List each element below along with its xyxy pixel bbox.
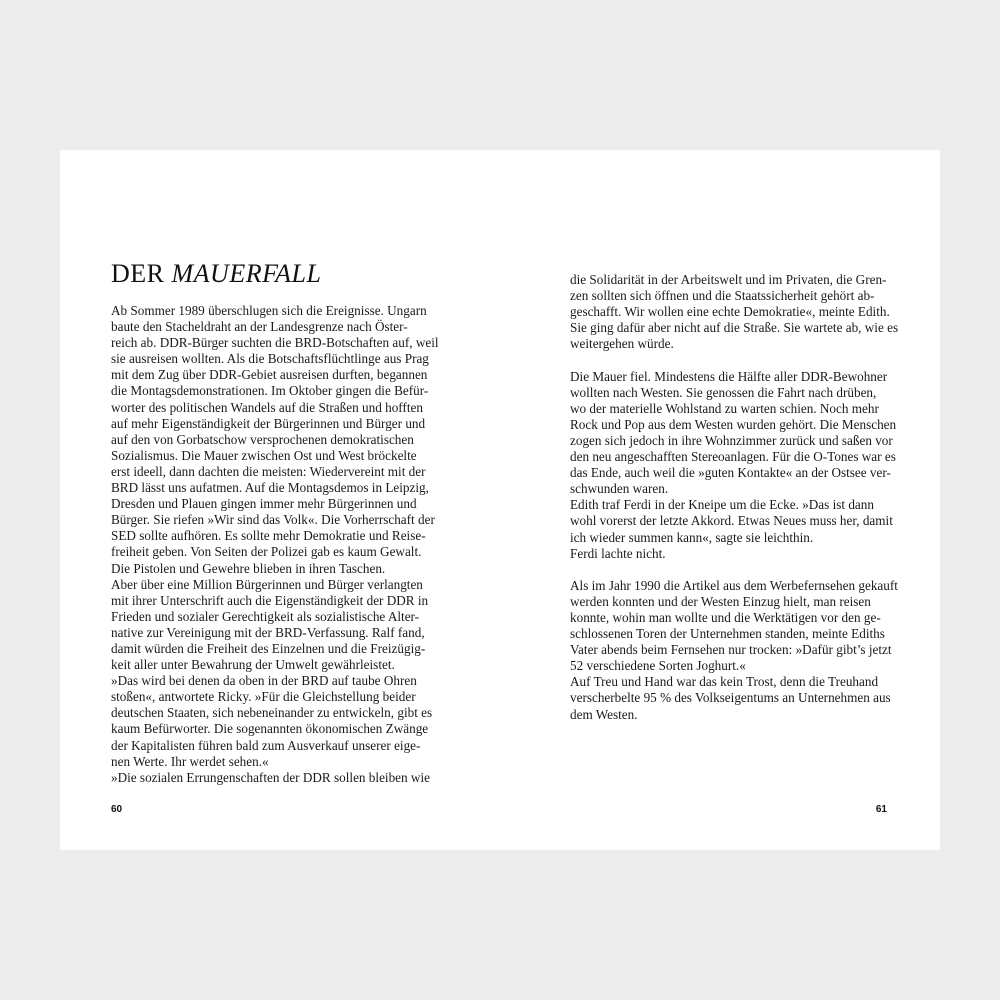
- text-line: Vater abends beim Fernsehen nur trocken: »Dafür gibt’s jetzt: [570, 642, 892, 658]
- text-line: geschafft. Wir wollen eine echte Demokratie«, meinte Edith.: [570, 304, 890, 320]
- text-line: SED sollte aufhören. Es sollte mehr Demokratie und Reise-: [111, 528, 426, 544]
- text-line: Ab Sommer 1989 überschlugen sich die Ereignisse. Ungarn: [111, 303, 427, 318]
- text-line: die Solidarität in der Arbeitswelt und im Privaten, die Gren-: [570, 272, 887, 287]
- text-line: den neu angeschafften Stereoanlagen. Für die O-Tones war es: [570, 449, 896, 465]
- text-line: weitergehen würde.: [570, 336, 674, 352]
- text-line: kaum Befürworter. Die sogenannten ökonomischen Zwänge: [111, 721, 429, 737]
- text-line: wo der materielle Wohlstand zu warten schien. Noch mehr: [570, 400, 879, 416]
- text-line: dem Westen.: [570, 706, 638, 722]
- text-line: Sozialismus. Die Mauer zwischen Ost und West bröckelte: [111, 447, 417, 463]
- text-line: Die Mauer fiel. Mindestens die Hälfte aller DDR-Bewohner: [570, 368, 888, 384]
- text-line: Bürger. Sie riefen »Wir sind das Volk«. Die Vorherrschaft der: [111, 512, 435, 528]
- text-line: verscherbelte 95 % des Volkseigentums an Unternehmen aus: [570, 690, 891, 706]
- left-page: [60, 150, 500, 850]
- text-line: wollten nach Westen. Sie genossen die Fahrt nach drüben,: [570, 384, 877, 400]
- text-line: keit aller unter Bewahrung der Umwelt gewährleistet.: [111, 657, 395, 673]
- text-line: der Kapitalisten führen bald zum Ausverkauf unserer eige-: [111, 737, 421, 753]
- text-line: damit würden die Freiheit des Einzelnen und die Freizügig-: [111, 640, 426, 656]
- page-number-left: 60: [111, 804, 123, 815]
- right-page: [500, 150, 940, 850]
- text-line: reich ab. DDR-Bürger suchten die BRD-Botschaften auf, weil: [111, 335, 439, 351]
- text-line: baute den Stacheldraht an der Landesgrenze nach Öster-: [111, 319, 408, 335]
- text-line: Frieden und sozialer Gerechtigkeit als sozialistische Alter-: [111, 608, 420, 624]
- paragraph-gap: [570, 352, 900, 368]
- text-line: zogen sich jedoch in ihre Wohnzimmer zurück und saßen vor: [570, 432, 893, 448]
- text-line: Auf Treu und Hand war das kein Trost, denn die Treuhand: [570, 674, 879, 690]
- text-line: BRD lässt uns aufatmen. Auf die Montagsdemos in Leipzig,: [111, 480, 429, 496]
- text-line: Rock und Pop aus dem Westen wurden gehört. Die Menschen: [570, 416, 897, 432]
- text-line: wohl vorerst der letzte Akkord. Etwas Neues muss her, damit: [570, 513, 893, 529]
- paragraph-gap: [570, 562, 900, 578]
- chapter-title: [111, 259, 321, 289]
- text-line: auf den von Gorbatschow versprochenen demokratischen: [111, 431, 414, 447]
- text-line: »Die sozialen Errungenschaften der DDR sollen bleiben wie: [111, 769, 430, 785]
- chapter-title-plain: DER: [111, 259, 172, 288]
- text-line: freiheit geben. Von Seiten der Polizei gab es kaum Gewalt.: [111, 544, 422, 560]
- text-line: deutschen Staaten, sich nebeneinander zu entwickeln, gibt es: [111, 705, 433, 721]
- page-number-right: 61: [875, 804, 887, 815]
- text-line: Aber über eine Million Bürgerinnen und Bürger verlangten: [111, 576, 423, 592]
- text-line: mit dem Zug über DDR-Gebiet ausreisen durften, begannen: [111, 367, 428, 383]
- text-line: die Montagsdemonstrationen. Im Oktober gingen die Befür-: [111, 383, 429, 399]
- text-line: schlossenen Toren der Unternehmen standen, meinte Ediths: [570, 626, 885, 642]
- text-line: das Ende, auch weil die »guten Kontakte« an der Ostsee ver-: [570, 465, 891, 481]
- text-line: native zur Vereinigung mit der BRD-Verfassung. Ralf fand,: [111, 624, 425, 640]
- book-spread: [60, 150, 940, 850]
- text-line: worter des politischen Wandels auf die Straßen und hofften: [111, 399, 423, 415]
- text-line: zen sollten sich öffnen und die Staatssicherheit gehört ab-: [570, 288, 875, 304]
- text-line: konnte, wohin man wollte und die Werktätigen vor den ge-: [570, 609, 881, 625]
- text-line: Dresden und Plauen gingen immer mehr Bürgerinnen und: [111, 496, 417, 512]
- text-line: stoßen«, antwortete Ricky. »Für die Gleichstellung beider: [111, 689, 416, 705]
- text-line: Die Pistolen und Gewehre blieben in ihren Taschen.: [111, 560, 386, 576]
- text-line: werden konnten und der Westen Einzug hielt, man reisen: [570, 593, 871, 609]
- text-line: nen Werte. Ihr werdet sehen.«: [111, 753, 269, 769]
- text-line: sie ausreisen wollten. Als die Botschaftsflüchtlinge aus Prag: [111, 351, 429, 367]
- left-body-text: [111, 303, 441, 786]
- text-line: schwunden waren.: [570, 481, 669, 497]
- text-line: Edith traf Ferdi in der Kneipe um die Ecke. »Das ist dann: [570, 497, 874, 513]
- text-line: mit ihrer Unterschrift auch die Eigenständigkeit der DDR in: [111, 592, 429, 608]
- right-body-text: [570, 272, 900, 723]
- text-line: »Das wird bei denen da oben in der BRD auf taube Ohren: [111, 673, 417, 689]
- text-line: 52 verschiedene Sorten Joghurt.«: [570, 658, 746, 674]
- text-line: Sie ging dafür aber nicht auf die Straße. Sie wartete ab, wie es: [570, 320, 899, 336]
- text-line: Als im Jahr 1990 die Artikel aus dem Werbefernsehen gekauft: [570, 577, 898, 593]
- text-line: auf mehr Eigenständigkeit der Bürgerinnen und Bürger und: [111, 415, 426, 431]
- text-line: Ferdi lachte nicht.: [570, 545, 666, 561]
- chapter-title-italic: MAUERFALL: [171, 259, 322, 288]
- text-line: erst ideell, dann dachten die meisten: Wiedervereint mit der: [111, 463, 426, 479]
- text-line: ich wieder summen kann«, sagte sie leichthin.: [570, 529, 814, 545]
